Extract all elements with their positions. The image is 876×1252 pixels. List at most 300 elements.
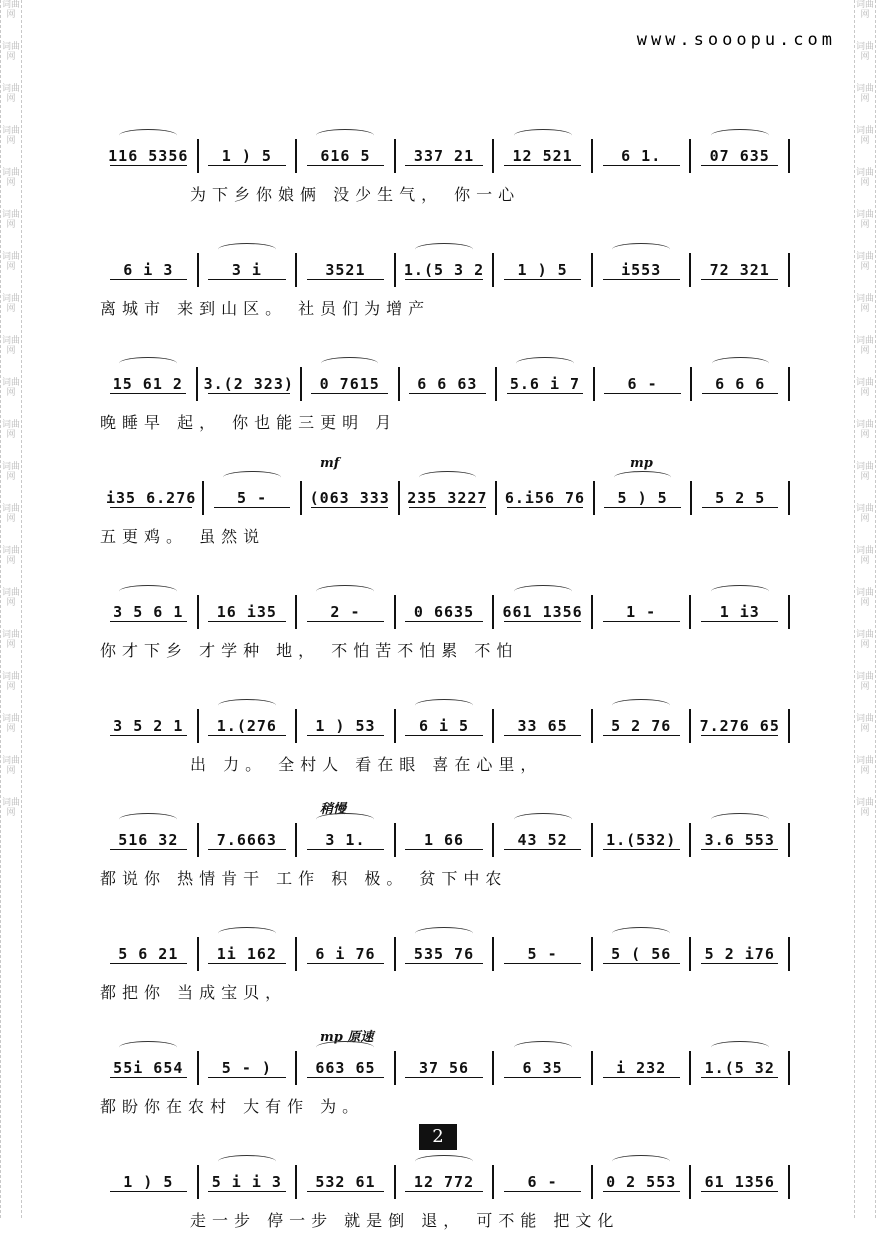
beam-line — [409, 393, 486, 394]
slur-arc — [711, 1041, 769, 1054]
score-system — [100, 226, 790, 340]
watermark-mark: 词曲网 — [855, 0, 874, 20]
measure-notes: 0 2 553 — [606, 1173, 677, 1191]
measure-notes: 37 56 — [418, 1059, 470, 1077]
watermark-mark: 词曲网 — [855, 672, 874, 692]
measure-notes: 5 2 i76 — [704, 945, 775, 963]
measure-notes: 1 66 — [423, 831, 465, 849]
measure-notes: i 232 — [616, 1059, 667, 1077]
measure-notes: 1 ) 5 — [517, 261, 568, 279]
measure-notes: 5 - ) — [221, 1059, 272, 1077]
watermark-mark: 词曲网 — [855, 588, 874, 608]
score-system — [100, 568, 790, 682]
measure-notes: 5 6 21 — [118, 945, 179, 963]
slur-arc — [316, 813, 374, 826]
slur-arc — [223, 471, 280, 484]
measure — [595, 481, 693, 515]
measure — [396, 253, 495, 287]
beam-line — [603, 849, 680, 850]
watermark-mark: 词曲网 — [855, 378, 874, 398]
score-system — [100, 454, 790, 568]
measure-notes: 3 5 2 1 — [113, 717, 184, 735]
watermark-mark: 词曲网 — [1, 252, 20, 272]
beam-line — [504, 621, 581, 622]
slur-arc — [612, 927, 670, 940]
watermark-mark: 词曲网 — [855, 126, 874, 146]
watermark-mark: 词曲网 — [855, 42, 874, 62]
measure — [593, 823, 692, 857]
measure — [199, 1165, 298, 1199]
lyrics-line: 都把你 当成宝贝， — [100, 983, 288, 1002]
slur-arc — [711, 129, 769, 142]
beam-line — [110, 1077, 187, 1078]
measure — [396, 1165, 495, 1199]
measure — [494, 937, 593, 971]
watermark-mark: 词曲网 — [855, 630, 874, 650]
watermark-mark: 词曲网 — [1, 504, 20, 524]
beam-line — [603, 735, 680, 736]
watermark-mark: 词曲网 — [1, 126, 20, 146]
beam-line — [603, 279, 680, 280]
beam-line — [110, 1191, 187, 1192]
slur-arc — [316, 129, 374, 142]
slur-arc — [514, 813, 572, 826]
measure-notes: 3 i — [231, 261, 262, 279]
measure-notes: 3 5 6 1 — [113, 603, 184, 621]
measure-notes: 0 7615 — [319, 375, 380, 393]
measure — [497, 481, 595, 515]
beam-line — [504, 1191, 581, 1192]
slur-arc — [119, 129, 177, 142]
measure — [100, 937, 199, 971]
watermark-mark: 词曲网 — [1, 294, 20, 314]
measure — [199, 139, 298, 173]
beam-line — [307, 963, 384, 964]
slur-arc — [218, 243, 276, 256]
watermark-mark: 词曲网 — [855, 210, 874, 230]
measure-notes: 6.i56 76 — [504, 489, 586, 507]
watermark-mark: 词曲网 — [855, 336, 874, 356]
beam-line — [604, 393, 681, 394]
watermark-mark: 词曲网 — [1, 546, 20, 566]
slur-arc — [119, 357, 176, 370]
watermark-mark: 词曲网 — [1, 672, 20, 692]
measure — [494, 595, 593, 629]
watermark-mark: 词曲网 — [1, 756, 20, 776]
beam-line — [110, 165, 187, 166]
slur-arc — [119, 585, 177, 598]
measure-notes: 5 ) 5 — [617, 489, 668, 507]
measure-notes: 337 21 — [413, 147, 475, 165]
watermark-mark: 词曲网 — [1, 336, 20, 356]
score-system — [100, 796, 790, 910]
measure — [396, 709, 495, 743]
measure — [199, 823, 298, 857]
beam-line — [208, 165, 285, 166]
site-url: www.sooopu.com — [636, 30, 836, 50]
beam-line — [604, 507, 681, 508]
measure — [199, 937, 298, 971]
beam-line — [307, 165, 384, 166]
measure-notes: 6 i 5 — [418, 717, 470, 735]
measure — [297, 139, 396, 173]
watermark-mark: 词曲网 — [855, 294, 874, 314]
score-system — [100, 682, 790, 796]
beam-line — [208, 1077, 285, 1078]
watermark-mark: 词曲网 — [1, 210, 20, 230]
measure-notes: 6 i 3 — [123, 261, 174, 279]
slur-arc — [516, 357, 573, 370]
score-system — [100, 1138, 790, 1252]
measure — [297, 1051, 396, 1085]
measure-notes: 6 35 — [522, 1059, 563, 1077]
measure-notes: 5.6 i 7 — [509, 375, 581, 393]
notation-line — [100, 366, 790, 402]
notation-line — [100, 252, 790, 288]
beam-line — [307, 621, 384, 622]
measure — [100, 595, 199, 629]
watermark-mark: 词曲网 — [1, 714, 20, 734]
beam-line — [702, 393, 779, 394]
measure-notes: 43 52 — [517, 831, 568, 849]
beam-line — [110, 735, 187, 736]
measure — [297, 709, 396, 743]
beam-line — [507, 507, 584, 508]
measure — [494, 1051, 593, 1085]
dynamic-marking: mp — [630, 456, 653, 471]
measure — [595, 367, 693, 401]
beam-line — [307, 1191, 384, 1192]
watermark-mark: 词曲网 — [1, 462, 20, 482]
measure-notes: 661 1356 — [502, 603, 583, 621]
beam-line — [405, 621, 482, 622]
measure — [494, 139, 593, 173]
measure — [297, 823, 396, 857]
measure — [593, 709, 692, 743]
beam-line — [307, 849, 384, 850]
beam-line — [701, 621, 778, 622]
measure — [199, 595, 298, 629]
beam-line — [208, 849, 285, 850]
measure — [593, 253, 692, 287]
measure — [297, 937, 396, 971]
beam-line — [504, 963, 581, 964]
watermark-mark: 词曲网 — [855, 84, 874, 104]
measure-notes: 532 61 — [315, 1173, 376, 1191]
measure-notes: 3521 — [325, 261, 366, 279]
beam-line — [214, 507, 291, 508]
slur-arc — [316, 1041, 374, 1054]
beam-line — [307, 735, 384, 736]
notation-line — [100, 594, 790, 630]
measure-notes: 6 6 6 — [715, 375, 766, 393]
measure-notes: 116 5356 — [108, 147, 189, 165]
watermark-mark: 词曲网 — [855, 168, 874, 188]
watermark-mark: 词曲网 — [1, 42, 20, 62]
measure — [297, 253, 396, 287]
measure — [100, 253, 199, 287]
measure-notes: 12 772 — [413, 1173, 475, 1191]
left-watermark-strip — [0, 0, 22, 1218]
slur-arc — [612, 699, 670, 712]
slur-arc — [415, 243, 473, 256]
notation-line — [100, 1050, 790, 1086]
watermark-mark: 词曲网 — [855, 504, 874, 524]
measure — [400, 367, 498, 401]
measure — [593, 1165, 692, 1199]
measure — [204, 481, 302, 515]
slur-arc — [514, 129, 572, 142]
measure — [494, 709, 593, 743]
measure-notes: i553 — [621, 261, 662, 279]
beam-line — [504, 1077, 581, 1078]
notation-line — [100, 708, 790, 744]
beam-line — [603, 963, 680, 964]
measure — [691, 937, 790, 971]
lyrics-line: 走一步 停一步 就是倒 退， 可不能 把文化 — [190, 1211, 620, 1230]
beam-line — [307, 1077, 384, 1078]
measure — [691, 1051, 790, 1085]
dynamic-marking: 稍慢 — [320, 802, 347, 817]
beam-line — [307, 279, 384, 280]
measure — [497, 367, 595, 401]
beam-line — [208, 1191, 285, 1192]
score-system — [100, 910, 790, 1024]
dynamic-marking: mp 原速 — [320, 1030, 374, 1045]
measure — [199, 709, 298, 743]
beam-line — [603, 1191, 680, 1192]
measure — [400, 481, 498, 515]
watermark-mark: 词曲网 — [855, 252, 874, 272]
beam-line — [409, 507, 486, 508]
measure — [593, 139, 692, 173]
watermark-mark: 词曲网 — [1, 168, 20, 188]
measure — [691, 1165, 790, 1199]
measure — [396, 937, 495, 971]
beam-line — [110, 279, 187, 280]
score-system — [100, 340, 790, 454]
measure — [691, 709, 790, 743]
measure — [593, 595, 692, 629]
measure-notes: 1.(5 3 2 — [403, 261, 485, 279]
measure — [100, 1051, 199, 1085]
slur-arc — [415, 699, 473, 712]
beam-line — [110, 621, 187, 622]
measure — [100, 367, 198, 401]
measure-notes: 1.(276 — [216, 717, 277, 735]
measure — [396, 595, 495, 629]
slur-arc — [218, 699, 276, 712]
score-system — [100, 112, 790, 226]
measure — [494, 1165, 593, 1199]
watermark-mark: 词曲网 — [855, 546, 874, 566]
measure-notes: (063 333 — [309, 489, 390, 507]
beam-line — [504, 279, 581, 280]
watermark-mark: 词曲网 — [1, 84, 20, 104]
beam-line — [208, 621, 285, 622]
slur-arc — [711, 585, 769, 598]
measure — [396, 139, 495, 173]
slur-arc — [119, 813, 177, 826]
watermark-mark: 词曲网 — [1, 420, 20, 440]
beam-line — [603, 621, 680, 622]
beam-line — [603, 165, 680, 166]
measure-notes: 5 2 76 — [611, 717, 672, 735]
measure — [199, 1051, 298, 1085]
measure — [396, 823, 495, 857]
beam-line — [701, 165, 778, 166]
watermark-mark: 词曲网 — [1, 0, 20, 20]
beam-line — [702, 507, 779, 508]
beam-line — [405, 279, 482, 280]
measure-notes: 61 1356 — [704, 1173, 775, 1191]
measure-notes: 1 - — [626, 603, 657, 621]
measure-notes: 1 ) 53 — [315, 717, 376, 735]
measure-notes: 16 i35 — [216, 603, 277, 621]
slur-arc — [514, 585, 572, 598]
measure-notes: i35 6.276 — [106, 489, 197, 507]
measure-notes: 1 i3 — [719, 603, 760, 621]
measure-notes: 1i 162 — [216, 945, 277, 963]
slur-arc — [711, 813, 769, 826]
slur-arc — [419, 471, 476, 484]
beam-line — [504, 849, 581, 850]
watermark-mark: 词曲网 — [1, 588, 20, 608]
lyrics-line: 晚睡早 起， 你也能三更明 月 — [100, 413, 398, 432]
beam-line — [208, 735, 285, 736]
music-score — [100, 112, 790, 1252]
measure-notes: 0 6635 — [413, 603, 475, 621]
beam-line — [405, 735, 482, 736]
measure-notes: 7.276 65 — [699, 717, 780, 735]
watermark-mark: 词曲网 — [855, 714, 874, 734]
measure-notes: 6 1. — [621, 147, 662, 165]
beam-line — [405, 165, 482, 166]
beam-line — [507, 393, 584, 394]
measure-notes: 6 i 76 — [315, 945, 376, 963]
beam-line — [311, 507, 388, 508]
measure-notes: 5 ( 56 — [611, 945, 672, 963]
beam-line — [701, 1077, 778, 1078]
watermark-mark: 词曲网 — [855, 420, 874, 440]
lyrics-line: 为下乡你娘俩 没少生气， 你一心 — [190, 185, 521, 204]
measure-notes: 535 76 — [413, 945, 475, 963]
measure — [100, 709, 199, 743]
slur-arc — [218, 927, 276, 940]
measure — [691, 253, 790, 287]
slur-arc — [614, 471, 671, 484]
beam-line — [208, 393, 290, 394]
slur-arc — [612, 243, 670, 256]
page-number: 2 — [419, 1124, 457, 1150]
lyrics-line: 你才下乡 才学种 地， 不怕苦不怕累 不怕 — [100, 641, 519, 660]
slur-arc — [321, 357, 378, 370]
measure-notes: 55i 654 — [113, 1059, 184, 1077]
measure-notes: 5 - — [527, 945, 558, 963]
measure-notes: 2 - — [330, 603, 361, 621]
measure-notes: 3 1. — [325, 831, 366, 849]
slur-arc — [415, 1155, 473, 1168]
notation-line — [100, 138, 790, 174]
measure-notes: 12 521 — [512, 147, 573, 165]
beam-line — [504, 735, 581, 736]
beam-line — [208, 963, 285, 964]
measure — [494, 253, 593, 287]
measure — [692, 367, 790, 401]
measure — [100, 1165, 199, 1199]
dynamic-marking: mf — [320, 456, 340, 471]
measure-notes: 3.6 553 — [704, 831, 775, 849]
measure — [302, 367, 400, 401]
measure-notes: 1.(532) — [606, 831, 677, 849]
beam-line — [701, 1191, 778, 1192]
measure — [198, 367, 302, 401]
slur-arc — [514, 1041, 572, 1054]
measure-notes: 07 635 — [709, 147, 770, 165]
measure — [691, 139, 790, 173]
notation-line — [100, 936, 790, 972]
watermark-mark: 词曲网 — [1, 630, 20, 650]
measure-notes: 33 65 — [517, 717, 568, 735]
beam-line — [405, 849, 482, 850]
watermark-mark: 词曲网 — [855, 756, 874, 776]
measure — [100, 481, 204, 515]
beam-line — [603, 1077, 680, 1078]
measure — [692, 481, 790, 515]
measure — [100, 139, 199, 173]
slur-arc — [612, 1155, 670, 1168]
measure-notes: 1 ) 5 — [123, 1173, 174, 1191]
beam-line — [311, 393, 388, 394]
measure — [593, 1051, 692, 1085]
measure-notes: 5 i i 3 — [211, 1173, 282, 1191]
beam-line — [110, 849, 187, 850]
measure-notes: 6 6 63 — [417, 375, 478, 393]
measure-notes: 663 65 — [315, 1059, 376, 1077]
measure — [691, 595, 790, 629]
measure-notes: 1 ) 5 — [221, 147, 272, 165]
measure — [297, 595, 396, 629]
watermark-mark: 词曲网 — [855, 462, 874, 482]
beam-line — [405, 1077, 482, 1078]
measure-notes: 1.(5 32 — [704, 1059, 775, 1077]
measure-notes: 6 - — [527, 1173, 558, 1191]
measure-notes: 616 5 — [320, 147, 371, 165]
measure-notes: 5 2 5 — [715, 489, 766, 507]
score-system — [100, 1024, 790, 1138]
measure — [100, 823, 199, 857]
measure-notes: 3.(2 323) — [203, 375, 294, 393]
measure-notes: 5 - — [237, 489, 268, 507]
notation-line — [100, 1164, 790, 1200]
slur-arc — [712, 357, 769, 370]
beam-line — [110, 507, 192, 508]
beam-line — [405, 1191, 482, 1192]
measure — [396, 1051, 495, 1085]
lyrics-line: 五更鸡。 虽然说 — [100, 527, 266, 546]
measure-notes: 7.6663 — [216, 831, 277, 849]
measure-notes: 6 - — [627, 375, 658, 393]
measure — [297, 1165, 396, 1199]
measure — [302, 481, 400, 515]
lyrics-line: 出 力。 全村人 看在眼 喜在心里， — [190, 755, 543, 774]
slur-arc — [218, 1155, 276, 1168]
measure — [199, 253, 298, 287]
measure-notes: 15 61 2 — [112, 375, 183, 393]
beam-line — [208, 279, 285, 280]
measure — [593, 937, 692, 971]
measure-notes: 235 3227 — [407, 489, 488, 507]
